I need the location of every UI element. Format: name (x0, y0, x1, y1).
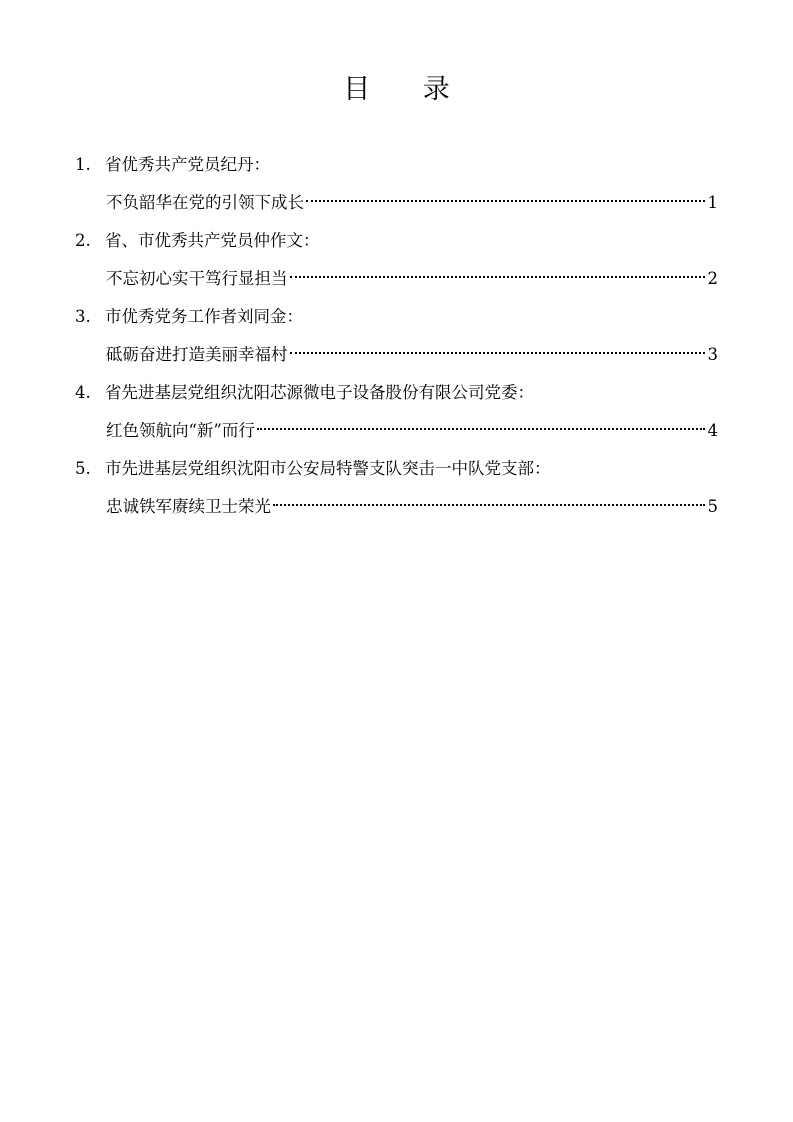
dot-leader (273, 504, 705, 506)
toc-page-number: 2 (707, 269, 718, 288)
toc-entry-heading-text: 省、市优秀共产党员仲作文： (105, 231, 320, 250)
toc-entry-subtitle: 不忘初心实干笃行显担当 (106, 269, 288, 288)
toc-entry-5-heading[interactable] (75, 452, 551, 486)
toc-page-number: 1 (707, 193, 718, 212)
toc-entry-1-heading[interactable] (75, 148, 270, 182)
toc-entry-4-heading[interactable] (75, 376, 534, 410)
toc-entry-3-line[interactable] (106, 338, 718, 372)
dot-leader (306, 200, 705, 202)
toc-entry-3-heading[interactable] (75, 300, 303, 334)
toc-entry-heading-text: 省先进基层党组织沈阳芯源微电子设备股份有限公司党委： (105, 383, 534, 402)
toc-entry-heading-text: 省优秀共产党员纪丹： (105, 155, 270, 174)
dot-leader (290, 276, 705, 278)
toc-entry-number: 4. (75, 383, 91, 402)
toc-entry-heading-text: 市优秀党务工作者刘同金： (105, 307, 303, 326)
toc-page-number: 5 (707, 497, 718, 516)
toc-entry-1-line[interactable] (106, 186, 718, 220)
toc-entry-number: 2. (75, 231, 91, 250)
toc-entry-5-line[interactable] (106, 490, 718, 524)
toc-page-number: 4 (707, 421, 718, 440)
toc-entry-subtitle: 砥砺奋进打造美丽幸福村 (106, 345, 288, 364)
toc-entry-2-heading[interactable] (75, 224, 320, 258)
toc-entry-number: 1. (75, 155, 91, 174)
dot-leader (257, 428, 705, 430)
toc-entry-number: 5. (75, 459, 91, 478)
dot-leader (290, 352, 705, 354)
toc-entry-subtitle: 不负韶华在党的引领下成长 (106, 193, 304, 212)
toc-entry-2-line[interactable] (106, 262, 718, 296)
toc-entry-heading-text: 市先进基层党组织沈阳市公安局特警支队突击一中队党支部： (105, 459, 551, 478)
toc-entry-subtitle: 忠诚铁军赓续卫士荣光 (106, 497, 271, 516)
page-title: 目 录 (343, 74, 472, 105)
toc-entry-subtitle: 红色领航向“新”而行 (106, 421, 255, 440)
toc-entry-4-line[interactable] (106, 414, 718, 448)
toc-entry-number: 3. (75, 307, 91, 326)
toc-page-number: 3 (707, 345, 718, 364)
